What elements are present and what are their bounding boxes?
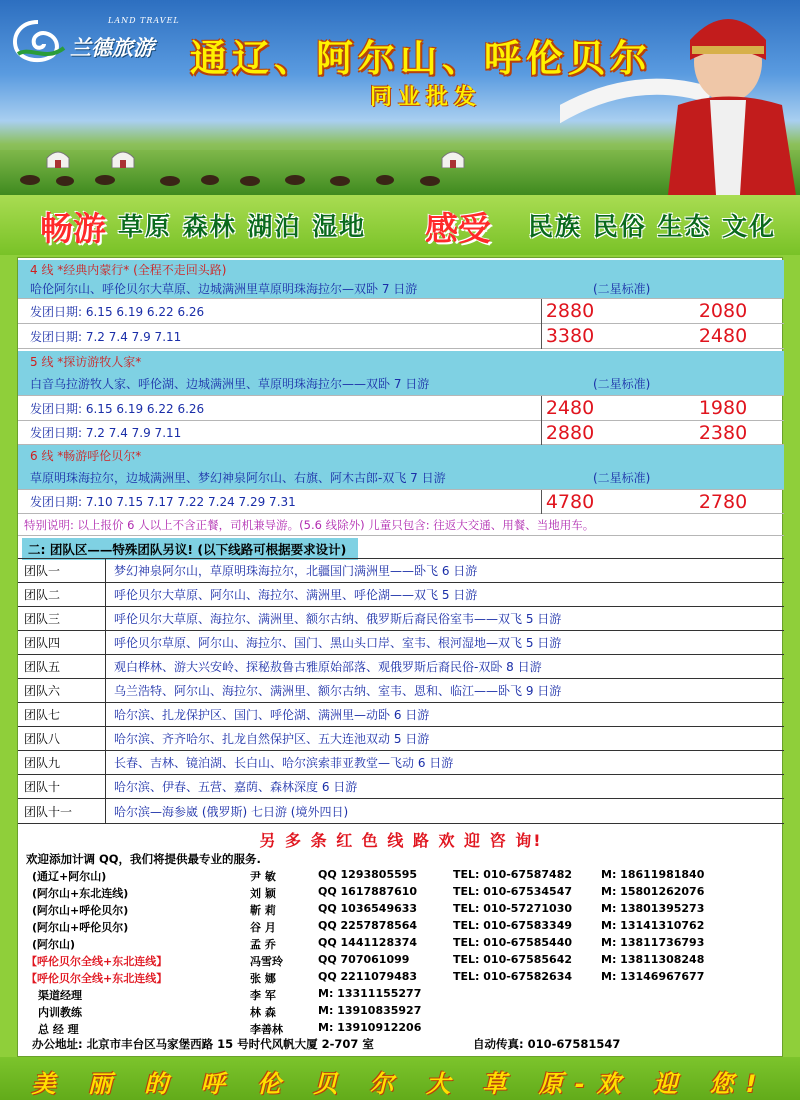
special-note: 特别说明: 以上报价 6 人以上不含正餐，司机兼导游。(5.6 线除外) 儿童只包含: 往返大交通、用餐、当地用车。 (18, 514, 784, 536)
price-child: 1980 (698, 397, 748, 419)
contact-row: (阿尔山+呼伦贝尔) 谷 月 QQ 2257878564 TEL: 010-67583349 M: 13141310762 (32, 919, 705, 934)
brand-logo[interactable] (10, 10, 185, 70)
footer-slogan: 美 丽 的 呼 伦 贝 尔 大 草 原-欢 迎 您! (31, 1070, 769, 1098)
table-row[interactable]: 团队二 呼伦贝尔大草原、阿尔山、海拉尔、满洲里、呼伦湖——双飞 5 日游 (18, 582, 784, 606)
slogan-group-1: 草原 森林 湖泊 湿地 (118, 212, 367, 241)
route-desc-row: 哈伦阿尔山、呼伦贝尔大草原、边城满洲里草原明珠海拉尔—双卧 7 日游 (二星标准) (18, 279, 784, 299)
table-row[interactable]: 团队五 观白桦林、游大兴安岭、探秘敖鲁古雅原始部落、观俄罗斯后裔民俗-双卧 8 日游 (18, 654, 784, 678)
contact-row: 渠道经理 李 军 M: 13311155277 (38, 987, 422, 1002)
route-title: 4 线 *经典内蒙行* (全程不走回头路) (18, 260, 784, 279)
column-divider (541, 490, 542, 514)
page-title: 通辽、阿尔山、呼伦贝尔 (190, 37, 652, 80)
price-child: 2780 (698, 490, 748, 513)
more-routes-banner: 另 多 条 红 色 线 路 欢 迎 咨 询! (259, 831, 543, 850)
contact-row: 总 经 理 李善林 M: 13910912206 (38, 1021, 422, 1036)
table-row[interactable]: 团队一 梦幻神泉阿尔山，草原明珠海拉尔，北疆国门满洲里——卧飞 6 日游 (18, 558, 784, 582)
slogan-strip (0, 195, 800, 255)
table-row[interactable]: 团队九 长春、吉林、镜泊湖、长白山、哈尔滨索菲亚教堂—飞动 6 日游 (18, 750, 784, 774)
contact-row: (通辽+阿尔山) 尹 敏 QQ 1293805595 TEL: 010-67587482 M: 18611981840 (32, 868, 705, 883)
yurt-icon (110, 148, 136, 168)
logo-swirl-icon (10, 18, 66, 66)
table-row[interactable]: 团队七 哈尔滨、扎龙保护区、国门、呼伦湖、满洲里—动卧 6 日游 (18, 702, 784, 726)
price-child: 2480 (698, 325, 748, 347)
contact-row: 内训教练 林 森 M: 13910835927 (38, 1004, 422, 1019)
woman-in-costume-image (560, 0, 800, 195)
slogan-group-2: 民族 民俗 生态 文化 (528, 212, 777, 241)
footer-banner (0, 1057, 800, 1100)
table-row[interactable]: 团队十一 哈尔滨—海参崴 (俄罗斯) 七日游 (境外四日) (18, 798, 784, 824)
route-desc-row: 草原明珠海拉尔，边城满洲里、梦幻神泉阿尔山、右旗、阿木古郎-双飞 7 日游 (二星标准) (18, 466, 784, 490)
table-row[interactable]: 团队四 呼伦贝尔草原、阿尔山、海拉尔、国门、黑山头口岸、室韦、根河湿地—双飞 5 日游 (18, 630, 784, 654)
table-row[interactable]: 团队三 呼伦贝尔大草原、海拉尔、满洲里、额尔古纳、俄罗斯后裔民俗室韦——双飞 5 日游 (18, 606, 784, 630)
table-row[interactable]: 团队十 哈尔滨、伊春、五营、嘉荫、森林深度 6 日游 (18, 774, 784, 798)
date-row: 发团日期: 7.10 7.15 7.17 7.22 7.24 7.29 7.31 4780 2780 (18, 490, 784, 514)
horse-icon (10, 168, 480, 192)
slogan-word-2: 感受 (425, 209, 491, 248)
slogan-word-1: 畅游 (40, 209, 106, 248)
route-title: 6 线 *畅游呼伦贝尔* (18, 445, 784, 466)
team-section-header: 二: 团队区——特殊团队另议! (以下线路可根据要求设计) (18, 539, 784, 559)
content-panel (17, 257, 783, 1057)
price-adult: 3380 (545, 325, 595, 347)
date-row: 发团日期: 6.15 6.19 6.22 6.26 2480 1980 (18, 396, 784, 421)
office-address: 办公地址: 北京市丰台区马家堡西路 15 号时代风帆大厦 2-707 室 自动传真: 010-67581547 (32, 1037, 621, 1051)
price-adult: 2480 (545, 397, 595, 419)
route-title: 5 线 *探访游牧人家* (18, 351, 784, 371)
column-divider (541, 299, 542, 349)
contact-row: 【呼伦贝尔全线+东北连线】 冯雪玲 QQ 707061099 TEL: 010-67585642 M: 13811308248 (26, 953, 705, 968)
header-banner (0, 0, 800, 195)
route-desc-row: 白音乌拉游牧人家、呼伦湖、边城满洲里、草原明珠海拉尔——双卧 7 日游 (二星标准) (18, 371, 784, 396)
price-adult: 2880 (545, 300, 595, 322)
brand-cn: 兰德旅游 (70, 36, 154, 60)
price-child: 2380 (698, 421, 748, 444)
page-subtitle: 同业批发 (370, 85, 483, 110)
price-adult: 4780 (545, 490, 595, 513)
date-row: 发团日期: 6.15 6.19 6.22 6.26 2880 2080 (18, 299, 784, 324)
team-table (18, 558, 784, 824)
yurt-icon (45, 148, 71, 168)
price-adult: 2880 (545, 421, 595, 444)
table-row[interactable]: 团队六 乌兰浩特、阿尔山、海拉尔、满洲里、额尔古纳、室韦、恩和、临江——卧飞 9 日游 (18, 678, 784, 702)
date-row: 发团日期: 7.2 7.4 7.9 7.11 2880 2380 (18, 421, 784, 445)
contact-row: 【呼伦贝尔全线+东北连线】 张 娜 QQ 2211079483 TEL: 010-67582634 M: 13146967677 (26, 970, 705, 985)
contact-intro: 欢迎添加计调 QQ，我们将提供最专业的服务. (26, 852, 261, 866)
price-child: 2080 (698, 300, 748, 322)
table-row[interactable]: 团队八 哈尔滨、齐齐哈尔、扎龙自然保护区、五大连池双动 5 日游 (18, 726, 784, 750)
brand-en: LAND TRAVEL (108, 16, 180, 25)
contact-row: (阿尔山+东北连线) 刘 颖 QQ 1617887610 TEL: 010-67534547 M: 15801262076 (32, 885, 705, 900)
contact-row: (阿尔山+呼伦贝尔) 靳 莉 QQ 1036549633 TEL: 010-57271030 M: 13801395273 (32, 902, 705, 917)
yurt-icon (440, 148, 466, 168)
column-divider (541, 396, 542, 445)
contact-list (18, 868, 784, 1038)
date-row: 发团日期: 7.2 7.4 7.9 7.11 3380 2480 (18, 324, 784, 349)
contact-row: (阿尔山) 孟 乔 QQ 1441128374 TEL: 010-67585440 M: 13811736793 (32, 936, 705, 951)
